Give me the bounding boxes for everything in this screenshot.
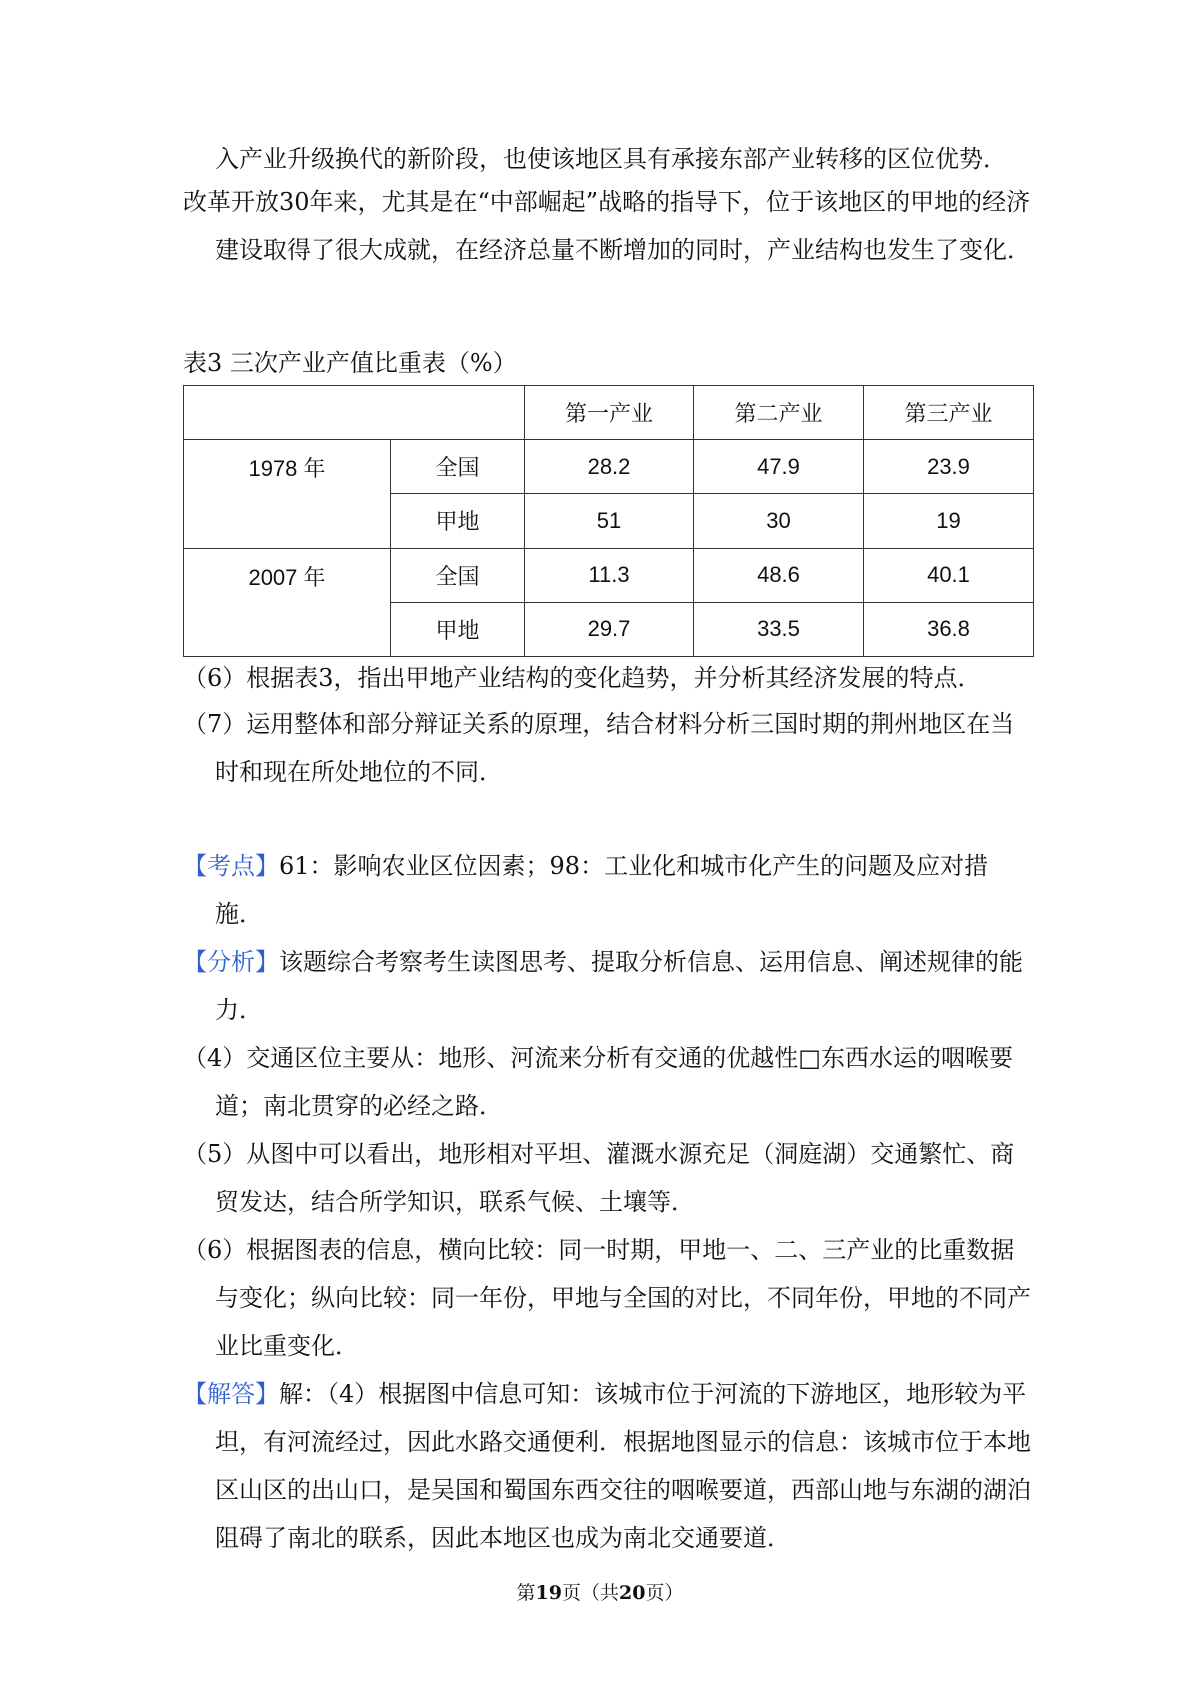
kaodian-text: 61：影响农业区位因素；98：工业化和城市化产生的问题及应对措施． <box>215 852 989 928</box>
year-cell <box>184 440 391 548</box>
paragraph-reform: 改革开放30年来，尤其是在“中部崛起”战略的指导下，位于该地区的甲地的经济建设取得了很大成就，在经济总量不断增加的同时，产业结构也发生了变化． <box>183 188 1031 264</box>
value-cell: 36.8 <box>864 602 1034 656</box>
year-number: 1978 <box>248 456 298 482</box>
header-secondary-industry: 第二产业 <box>694 386 864 440</box>
table-row <box>184 440 1034 494</box>
value-cell: 23.9 <box>864 440 1034 494</box>
fenxi-section <box>183 938 1033 1034</box>
industry-ratio-table <box>183 385 1034 657</box>
table-caption: 表3 三次产业产值比重表（%） <box>183 349 517 377</box>
header-primary-industry: 第一产业 <box>525 386 694 440</box>
header-tertiary-industry: 第三产业 <box>864 386 1034 440</box>
value-cell: 11.3 <box>525 548 694 602</box>
year-cell <box>184 548 391 656</box>
year-number: 2007 <box>248 564 298 590</box>
jieda-label: 【解答】 <box>183 1380 279 1408</box>
region-cell: 全国 <box>391 440 525 494</box>
question-6: （6）根据表3，指出甲地产业结构的变化趋势，并分析其经济发展的特点． <box>183 664 982 692</box>
value-cell: 28.2 <box>525 440 694 494</box>
question-7: （7）运用整体和部分辩证关系的原理，结合材料分析三国时期的荆州地区在当时和现在所处地位的不同． <box>183 710 1015 786</box>
value-cell: 29.7 <box>525 602 694 656</box>
footer-suffix: 页） <box>645 1582 684 1604</box>
region-cell: 甲地 <box>391 602 525 656</box>
footer-page-number: 19 <box>535 1582 562 1604</box>
footer-total-pages: 20 <box>619 1582 646 1604</box>
value-cell: 48.6 <box>694 548 864 602</box>
paragraph-continued: 入产业升级换代的新阶段，也使该地区具有承接东部产业转移的区位优势． <box>215 145 1007 173</box>
value-cell: 30 <box>694 494 864 548</box>
kaodian-section <box>183 842 1033 938</box>
page-footer <box>0 1578 1200 1608</box>
analysis-item-6: （6）根据图表的信息，横向比较：同一时期，甲地一、二、三产业的比重数据与变化；纵向比较：同一年份，甲地与全国的对比，不同年份，甲地的不同产业比重变化． <box>183 1236 1031 1360</box>
table-header-row <box>184 386 1034 440</box>
fenxi-text: 该题综合考察考生读图思考、提取分析信息、运用信息、阐述规律的能力． <box>215 948 1023 1024</box>
value-cell: 51 <box>525 494 694 548</box>
analysis-item-5: （5）从图中可以看出，地形相对平坦、灌溉水源充足（洞庭湖）交通繁忙、商贸发达，结合所学知识，联系气候、土壤等． <box>183 1140 1015 1216</box>
value-cell: 40.1 <box>864 548 1034 602</box>
value-cell: 47.9 <box>694 440 864 494</box>
footer-prefix: 第 <box>516 1582 536 1604</box>
value-cell: 19 <box>864 494 1034 548</box>
region-cell: 甲地 <box>391 494 525 548</box>
value-cell: 33.5 <box>694 602 864 656</box>
footer-middle: 页（共 <box>561 1582 619 1604</box>
region-cell: 全国 <box>391 548 525 602</box>
table-corner-cell <box>184 386 525 440</box>
jieda-section <box>183 1370 1033 1562</box>
year-suffix: 年 <box>303 457 326 483</box>
table-row <box>184 548 1034 602</box>
year-suffix: 年 <box>303 565 326 591</box>
kaodian-label: 【考点】 <box>183 852 279 880</box>
fenxi-label: 【分析】 <box>183 948 279 976</box>
jieda-text: 解：（4）根据图中信息可知：该城市位于河流的下游地区，地形较为平坦，有河流经过，因此水路交通便利．根据地图显示的信息：该城市位于本地区山区的出山口，是吴国和蜀国东西交往的咽喉要道，西部山地与东湖的湖泊阻碍了南北的联系，因此本地区也成为南北交通要道． <box>215 1380 1031 1552</box>
analysis-item-4: （4）交通区位主要从：地形、河流来分析有交通的优越性□东西水运的咽喉要道；南北贯穿的必经之路． <box>183 1044 1013 1120</box>
